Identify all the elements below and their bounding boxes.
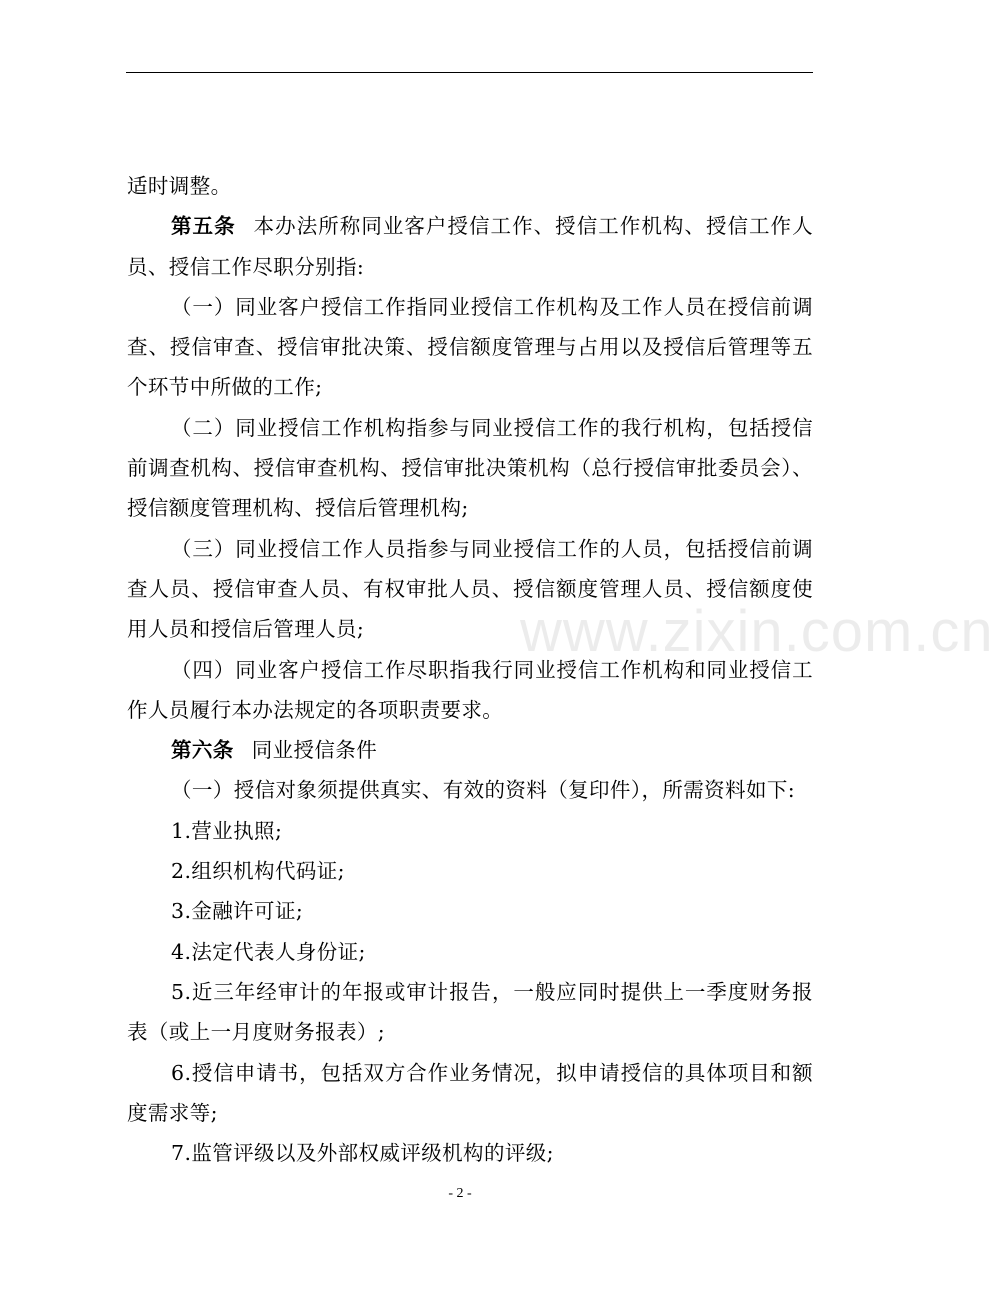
paragraph-text: 4.法定代表人身份证; <box>171 939 366 964</box>
paragraph-text: 适时调整。 <box>127 174 232 198</box>
paragraph <box>127 408 813 529</box>
paragraph <box>127 1133 813 1173</box>
paragraph-text: 6.授信申请书，包括双方合作业务情况，拟申请授信的具体项目和额度需求等; <box>127 1060 813 1125</box>
paragraph <box>127 166 813 206</box>
paragraph <box>127 287 813 408</box>
paragraph <box>127 1053 813 1134</box>
paragraph <box>127 851 813 891</box>
paragraph <box>127 972 813 1053</box>
paragraph <box>127 770 813 810</box>
paragraph <box>127 206 813 287</box>
paragraph-text: 3.金融许可证; <box>171 899 304 924</box>
paragraph-text: 同业授信条件 <box>251 738 378 763</box>
paragraph <box>127 730 813 770</box>
paragraph-text: 本办法所称同业客户授信工作、授信工作机构、授信工作人员、授信工作尽职分别指: <box>127 214 813 279</box>
paragraph <box>127 932 813 972</box>
paragraph-text: （二）同业授信工作机构指参与同业授信工作的我行机构，包括授信前调查机构、授信审查机构、授信审批决策机构（总行授信审批委员会）、授信额度管理机构、授信后管理机构; <box>127 415 813 521</box>
header-rule <box>126 72 813 73</box>
paragraph-text: （三）同业授信工作人员指参与同业授信工作的人员，包括授信前调查人员、授信审查人员、有权审批人员、授信额度管理人员、授信额度使用人员和授信后管理人员; <box>127 536 813 642</box>
paragraph-text: （四）同业客户授信工作尽职指我行同业授信工作机构和同业授信工作人员履行本办法规定的各项职责要求。 <box>127 657 813 722</box>
document-body <box>127 166 813 1173</box>
watermark: www.zixin.com.cn <box>520 599 994 664</box>
paragraph-text: 2.组织机构代码证; <box>171 859 345 884</box>
paragraph-text: （一）授信对象须提供真实、有效的资料（复印件），所需资料如下: <box>171 778 796 803</box>
paragraph-text: 7.监管评级以及外部权威评级机构的评级; <box>171 1141 554 1166</box>
article-heading: 第五条 <box>171 214 236 239</box>
paragraph <box>127 891 813 931</box>
paragraph-text: 1.营业执照; <box>171 818 283 843</box>
paragraph-text: 5.近三年经审计的年报或审计报告，一般应同时提供上一季度财务报表（或上一月度财务报表）; <box>127 979 813 1045</box>
paragraph <box>127 811 813 851</box>
paragraph-text: （一）同业客户授信工作指同业授信工作机构及工作人员在授信前调查、授信审查、授信审批决策、授信额度管理与占用以及授信后管理等五个环节中所做的工作; <box>127 294 813 400</box>
page-number: - 2 - <box>448 1186 472 1201</box>
article-heading: 第六条 <box>171 738 234 763</box>
